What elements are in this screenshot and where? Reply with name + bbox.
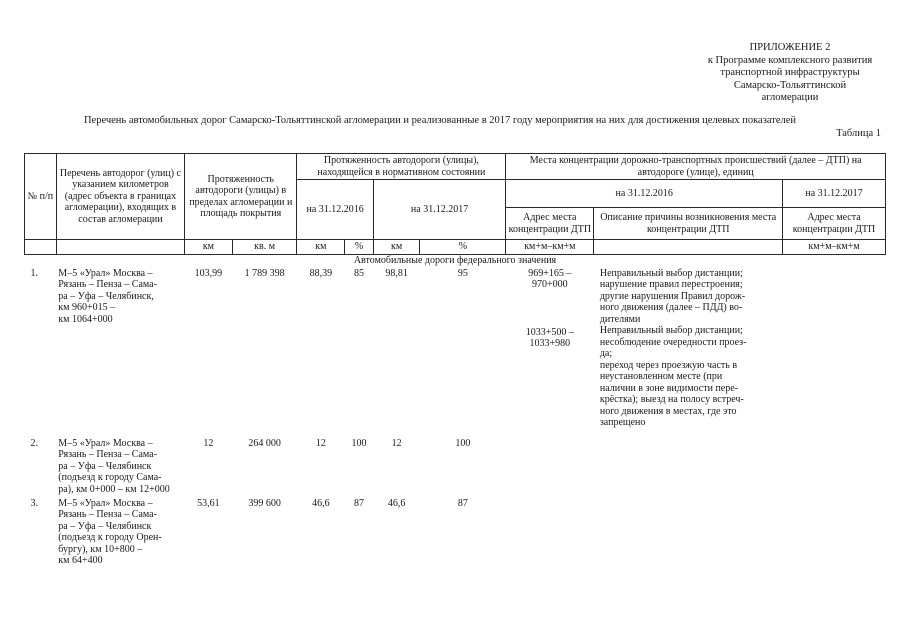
header-dtp-address-2017: Адрес места концентрации ДТП <box>783 208 886 240</box>
length-km: 103,99 <box>194 267 223 279</box>
header-date-2017-normative: на 31.12.2017 <box>373 180 506 240</box>
unit-cell <box>25 240 57 255</box>
normative-km-2016: 12 <box>315 437 326 449</box>
dtp-addresses <box>506 438 594 498</box>
table-row <box>25 438 886 498</box>
dtp-addresses: 969+165 – 970+000 1033+500 – 1033+980 <box>525 267 574 349</box>
appendix-line: к Программе комплексного развития <box>707 54 873 66</box>
unit-kmm: км+м–км+м <box>783 240 886 255</box>
normative-pct-2017: 87 <box>457 497 468 509</box>
table-row <box>25 268 886 438</box>
row-number: 2. <box>30 437 38 449</box>
normative-km-2016: 46,6 <box>312 497 330 509</box>
unit-km: км <box>297 240 345 255</box>
appendix-block <box>690 42 890 105</box>
unit-kmm: км+м–км+м <box>506 240 594 255</box>
row-number: 3. <box>30 497 38 509</box>
unit-sqm: кв. м <box>232 240 297 255</box>
table-row <box>25 498 886 567</box>
road-name: М–5 «Урал» Москва – Рязань – Пенза – Сама- ра – Уфа – Челябинск (подъезд к городу Сама- ра), км 0+000 – км 12+000 <box>58 437 170 495</box>
normative-km-2017: 46,6 <box>387 497 406 509</box>
unit-km: км <box>373 240 420 255</box>
header-date-2017-dtp: на 31.12.2017 <box>783 180 886 208</box>
normative-pct-2017: 100 <box>455 437 471 449</box>
dtp-causes <box>594 498 886 567</box>
header-num: № п/п <box>25 154 57 240</box>
normative-pct-2016: 87 <box>353 497 364 509</box>
road-name: М–5 «Урал» Москва – Рязань – Пенза – Сама- ра – Уфа – Челябинск (подъезд к городу Орен- бургу), км 10+800 – км 64+400 <box>58 497 162 566</box>
unit-pct: % <box>345 240 374 255</box>
normative-km-2016: 88,39 <box>309 267 333 279</box>
header-dtp-address-2016: Адрес места концентрации ДТП <box>506 208 594 240</box>
unit-km: км <box>185 240 233 255</box>
normative-km-2017: 98,81 <box>385 267 408 279</box>
dtp-causes: Неправильный выбор дистанции; нарушение правил перестроения; другие нарушения Правил дорож- ного движения (далее – ПДД) во- дителями Неправильный выбор дистанции; несоблюдение очередности проез- да; переход через проезжую часть в неустановленном месте (при наличии в зоне видимости пере- крёстка); выезд на полосу встреч- ного движения в местах, где это запрещено <box>599 267 747 428</box>
section-heading: Автомобильные дороги федерального значения <box>353 254 557 266</box>
document-title: Перечень автомобильных дорог Самарско-Тольяттинской агломерации и реализованные в 2017 году мероприятия на них для достижения целевых показателей <box>83 115 797 126</box>
roads-table <box>24 153 886 567</box>
area-sqm: 1 789 398 <box>244 267 285 279</box>
unit-cell <box>594 240 783 255</box>
normative-pct-2017: 95 <box>457 267 468 279</box>
header-normative: Протяженность автодороги (улицы), находящейся в нормативном состоянии <box>297 154 506 180</box>
header-dtp: Места концентрации дорожно-транспортных происшествий (далее – ДТП) на автодороге (улице), единиц <box>506 154 886 180</box>
appendix-line: транспортной инфраструктуры <box>720 67 860 78</box>
area-sqm: 399 600 <box>248 497 281 509</box>
road-name: М–5 «Урал» Москва – Рязань – Пенза – Сама- ра – Уфа – Челябинск, км 960+015 – км 1064+000 <box>58 267 157 325</box>
appendix-line: ПРИЛОЖЕНИЕ 2 <box>749 42 831 53</box>
normative-km-2017: 12 <box>391 437 402 449</box>
length-km: 12 <box>203 437 214 449</box>
header-length: Протяженность автодороги (улицы) в пределах агломерации и площадь покрытия <box>185 154 297 240</box>
normative-pct-2016: 100 <box>351 437 367 449</box>
appendix-line: Самарско-Тольяттинской <box>733 79 847 91</box>
header-road-list: Перечень автодорог (улиц) с указанием километров (адрес объекта в границах агломерации), входящих в состав агломерации <box>56 154 184 240</box>
length-km: 53,61 <box>197 497 220 509</box>
row-number: 1. <box>30 267 38 279</box>
dtp-addresses <box>506 498 594 567</box>
unit-cell <box>56 240 184 255</box>
appendix-line: агломерации <box>761 92 819 103</box>
normative-pct-2016: 85 <box>353 267 364 279</box>
area-sqm: 264 000 <box>248 437 281 449</box>
unit-pct: % <box>420 240 506 255</box>
header-date-2016-dtp: на 31.12.2016 <box>506 180 783 208</box>
dtp-causes <box>594 438 886 498</box>
table-label: Таблица 1 <box>836 128 881 139</box>
header-date-2016-normative: на 31.12.2016 <box>297 180 373 240</box>
header-dtp-cause-2016: Описание причины возникновения места концентрации ДТП <box>594 208 783 240</box>
